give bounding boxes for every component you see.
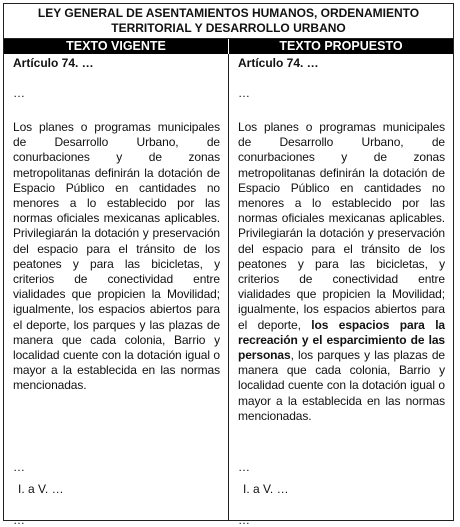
- paragraph-text-after: , los parques y las plazas de manera que cada colonia, Barrio y localidad cuente con la dotación igual o mayor a la establecida en las normas mencionadas.: [238, 348, 445, 423]
- article-paragraph: [238, 120, 445, 424]
- article-heading: Artículo 74. …: [13, 56, 94, 70]
- ellipsis-mid: …: [238, 460, 250, 474]
- ellipsis-top: …: [13, 86, 25, 100]
- columns-body: [4, 54, 453, 527]
- column-vigente: [4, 54, 228, 527]
- article-paragraph: Los planes o programas municipales de Desarrollo Urbano, de conurbaciones y de zonas metropolitanas definirán la dotación de Espacio Público en cantidades no menores a lo establecido por las normas oficiales mexicanas aplicables. Privilegiarán la dotación y preservación del espacio para el tránsito de los peatones y para las bicicletas, y criterios de conectividad entre vialidades que propicien la Movilidad; igualmente, los espacios abiertos para el deporte, los parques y las plazas de manera que cada colonia, Barrio y localidad cuente con la dotación igual o mayor a la establecida en las normas mencionadas.: [13, 120, 220, 393]
- fraction-range: I. a V. …: [243, 482, 289, 496]
- ellipsis-top: …: [238, 86, 250, 100]
- ellipsis-bottom: …: [238, 513, 250, 527]
- fraction-range: I. a V. …: [18, 482, 64, 496]
- column-headers: [4, 39, 453, 54]
- comparison-table: [3, 3, 454, 527]
- law-title: LEY GENERAL DE ASENTAMIENTOS HUMANOS, ORDENAMIENTO TERRITORIAL Y DESARROLLO URBANO: [4, 4, 453, 39]
- header-texto-vigente: TEXTO VIGENTE: [66, 39, 166, 53]
- paragraph-text-before: Los planes o programas municipales de Desarrollo Urbano, de conurbaciones y de zonas metropolitanas definirán la dotación de Espacio Público en cantidades no menores a lo establecido por las normas oficiales mexicanas aplicables. Privilegiarán la dotación y preservación del espacio para el tránsito de los peatones y para las bicicletas, y criterios de conectividad entre vialidades que propicien la Movilidad; igualmente, los espacios abiertos para el deporte,: [238, 120, 445, 332]
- ellipsis-mid: …: [13, 460, 25, 474]
- paragraph-text-bold: los espacios para la recreación y el esparcimiento de las personas: [238, 317, 445, 363]
- article-heading: Artículo 74. …: [238, 56, 319, 70]
- ellipsis-bottom: …: [13, 513, 25, 527]
- column-propuesto: [228, 54, 453, 527]
- header-texto-propuesto: TEXTO PROPUESTO: [228, 39, 453, 54]
